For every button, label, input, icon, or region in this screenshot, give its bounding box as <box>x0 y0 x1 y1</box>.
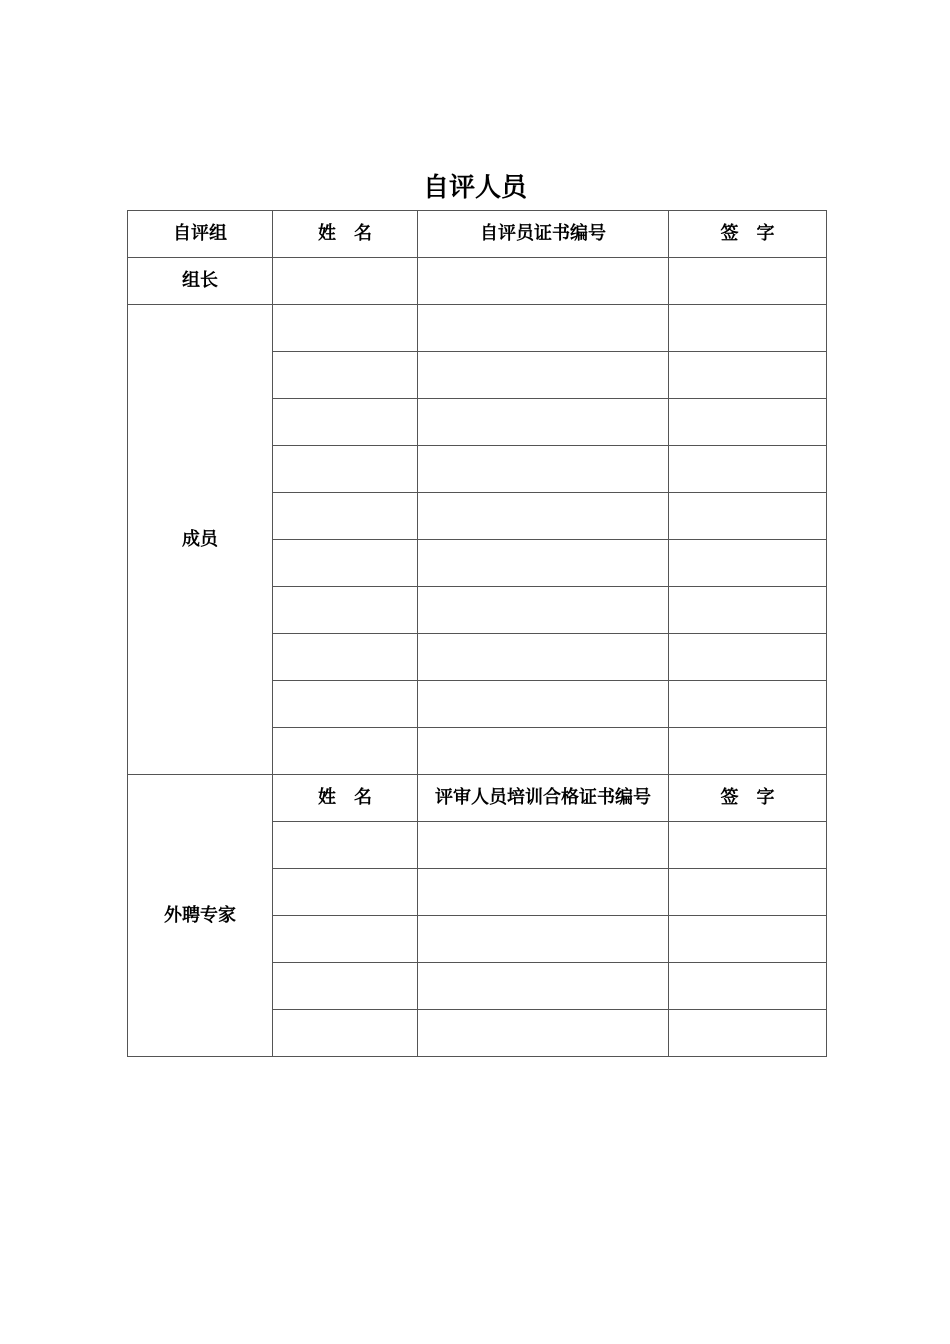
member-name-cell[interactable] <box>273 352 418 399</box>
member-sign-cell[interactable] <box>669 587 827 634</box>
expert-sign-cell[interactable] <box>669 963 827 1010</box>
expert-cert-cell[interactable] <box>418 1010 669 1057</box>
member-sign-cell[interactable] <box>669 728 827 775</box>
expert-name-cell[interactable] <box>273 963 418 1010</box>
expert-name-cell[interactable] <box>273 869 418 916</box>
member-cert-cell[interactable] <box>418 305 669 352</box>
experts-header-name: 姓 名 <box>273 775 418 822</box>
member-name-cell[interactable] <box>273 493 418 540</box>
header-group: 自评组 <box>128 211 273 258</box>
member-sign-cell[interactable] <box>669 493 827 540</box>
header-sign: 签 字 <box>669 211 827 258</box>
header-row <box>128 211 827 258</box>
member-cert-cell[interactable] <box>418 352 669 399</box>
member-sign-cell[interactable] <box>669 540 827 587</box>
member-cert-cell[interactable] <box>418 446 669 493</box>
experts-label: 外聘专家 <box>128 775 273 1057</box>
experts-header-sign: 签 字 <box>669 775 827 822</box>
member-name-cell[interactable] <box>273 728 418 775</box>
member-name-cell[interactable] <box>273 305 418 352</box>
member-sign-cell[interactable] <box>669 399 827 446</box>
experts-header-cert: 评审人员培训合格证书编号 <box>418 775 669 822</box>
header-cert: 自评员证书编号 <box>418 211 669 258</box>
expert-cert-cell[interactable] <box>418 822 669 869</box>
member-sign-cell[interactable] <box>669 634 827 681</box>
member-cert-cell[interactable] <box>418 728 669 775</box>
expert-name-cell[interactable] <box>273 916 418 963</box>
page-title: 自评人员 <box>422 173 527 203</box>
expert-cert-cell[interactable] <box>418 869 669 916</box>
member-name-cell[interactable] <box>273 540 418 587</box>
member-sign-cell[interactable] <box>669 352 827 399</box>
member-cert-cell[interactable] <box>418 493 669 540</box>
member-row <box>128 305 827 352</box>
expert-cert-cell[interactable] <box>418 963 669 1010</box>
expert-name-cell[interactable] <box>273 822 418 869</box>
member-name-cell[interactable] <box>273 399 418 446</box>
member-name-cell[interactable] <box>273 681 418 728</box>
expert-sign-cell[interactable] <box>669 869 827 916</box>
leader-sign-cell[interactable] <box>669 258 827 305</box>
leader-row <box>128 258 827 305</box>
member-name-cell[interactable] <box>273 634 418 681</box>
member-cert-cell[interactable] <box>418 540 669 587</box>
member-cert-cell[interactable] <box>418 587 669 634</box>
member-name-cell[interactable] <box>273 587 418 634</box>
member-sign-cell[interactable] <box>669 305 827 352</box>
expert-name-cell[interactable] <box>273 1010 418 1057</box>
header-name: 姓 名 <box>273 211 418 258</box>
expert-sign-cell[interactable] <box>669 916 827 963</box>
member-sign-cell[interactable] <box>669 446 827 493</box>
self-assessment-staff-table <box>127 210 827 1057</box>
member-cert-cell[interactable] <box>418 399 669 446</box>
expert-sign-cell[interactable] <box>669 822 827 869</box>
experts-header-row <box>128 775 827 822</box>
expert-sign-cell[interactable] <box>669 1010 827 1057</box>
members-label: 成员 <box>128 305 273 775</box>
member-cert-cell[interactable] <box>418 634 669 681</box>
member-cert-cell[interactable] <box>418 681 669 728</box>
expert-cert-cell[interactable] <box>418 916 669 963</box>
leader-name-cell[interactable] <box>273 258 418 305</box>
member-name-cell[interactable] <box>273 446 418 493</box>
leader-label: 组长 <box>128 258 273 305</box>
leader-cert-cell[interactable] <box>418 258 669 305</box>
member-sign-cell[interactable] <box>669 681 827 728</box>
